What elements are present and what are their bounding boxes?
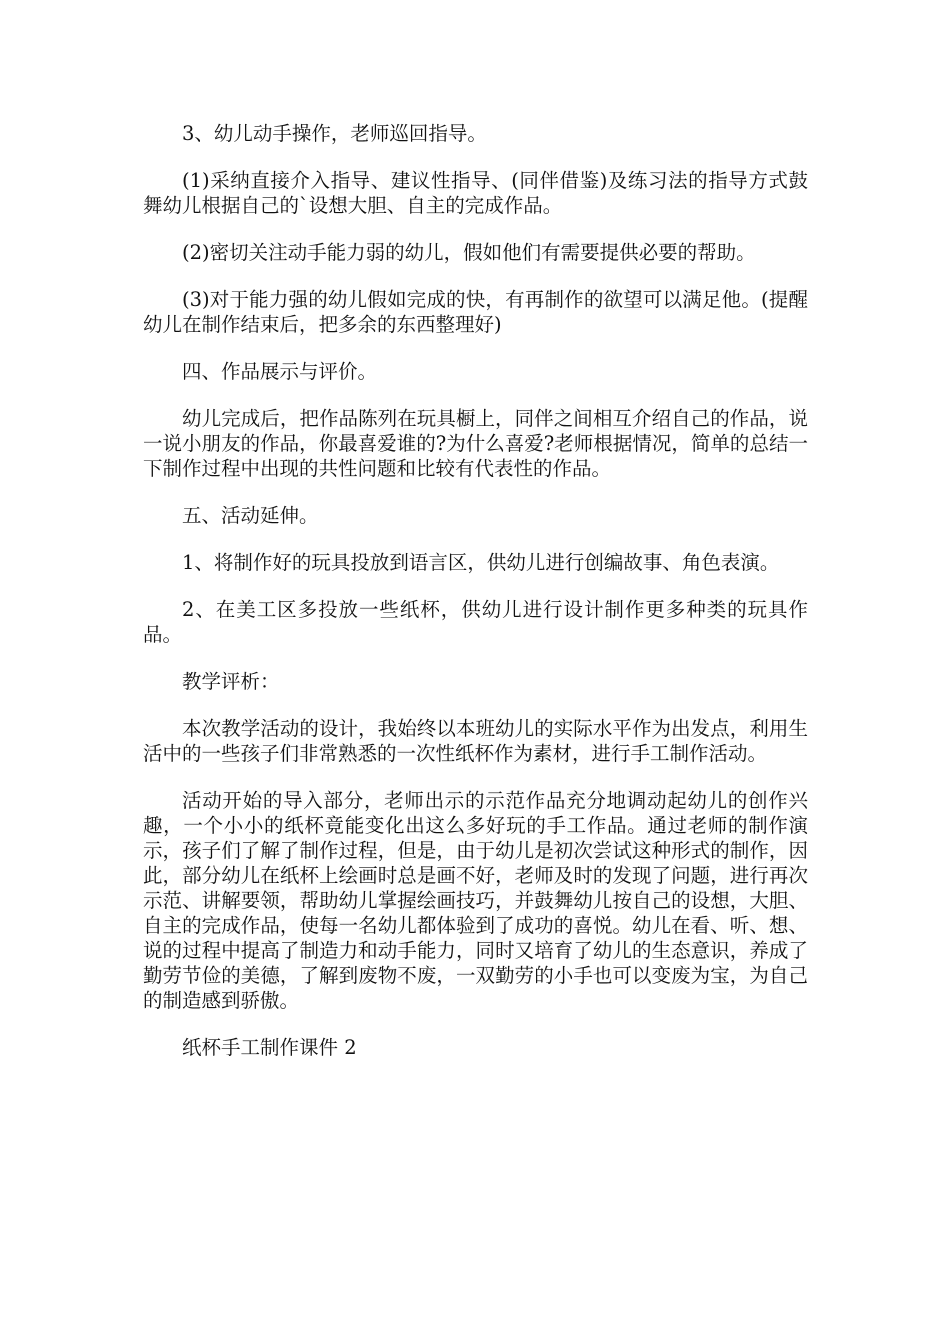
paragraph-display: 幼儿完成后，把作品陈列在玩具橱上，同伴之间相互介绍自己的作品，说一说小朋友的作品，你最喜爱谁的?为什么喜爱?老师根据情况，简单的总结一下制作过程中出现的共性问题和比较有代表性的作品。: [143, 407, 808, 480]
step-heading-3: 3、幼儿动手操作，老师巡回指导。: [182, 122, 487, 145]
paragraph-evaluation-1: 本次教学活动的设计，我始终以本班幼儿的实际水平作为出发点，利用生活中的一些孩子们非常熟悉的一次性纸杯作为素材，进行手工制作活动。: [143, 717, 808, 765]
paragraph-extension-1: 1、将制作好的玩具投放到语言区，供幼儿进行创编故事、角色表演。: [182, 551, 780, 574]
paragraph-guidance-2: (2)密切关注动手能力弱的幼儿，假如他们有需要提供必要的帮助。: [182, 241, 756, 264]
section-heading-evaluation: 教学评析：: [182, 670, 280, 693]
paragraph-guidance-1: (1)采纳直接介入指导、建议性指导、(同伴借鉴)及练习法的指导方式鼓舞幼儿根据自己的`设想大胆、自主的完成作品。: [143, 169, 808, 217]
section-heading-display: 四、作品展示与评价。: [182, 360, 378, 383]
paragraph-extension-2: 2、在美工区多投放一些纸杯，供幼儿进行设计制作更多种类的玩具作品。: [143, 598, 808, 646]
next-section-title: 纸杯手工制作课件 2: [182, 1036, 357, 1059]
document-body: [143, 121, 808, 1082]
section-heading-extension: 五、活动延伸。: [182, 504, 319, 527]
paragraph-guidance-3: (3)对于能力强的幼儿假如完成的快，有再制作的欲望可以满足他。(提醒幼儿在制作结束后，把多余的东西整理好): [143, 288, 808, 336]
paragraph-evaluation-2: 活动开始的导入部分，老师出示的示范作品充分地调动起幼儿的创作兴趣，一个小小的纸杯竟能变化出这么多好玩的手工作品。通过老师的制作演示，孩子们了解了制作过程，但是，由于幼儿是初次尝试这种形式的制作，因此，部分幼儿在纸杯上绘画时总是画不好，老师及时的发现了问题，进行再次示范、讲解要领，帮助幼儿掌握绘画技巧，并鼓舞幼儿按自己的设想，大胆、自主的完成作品，使每一名幼儿都体验到了成功的喜悦。幼儿在看、听、想、说的过程中提高了制造力和动手能力，同时又培育了幼儿的生态意识，养成了勤劳节俭的美德，了解到废物不废，一双勤劳的小手也可以变废为宝，为自己的制造感到骄傲。: [143, 789, 808, 1012]
